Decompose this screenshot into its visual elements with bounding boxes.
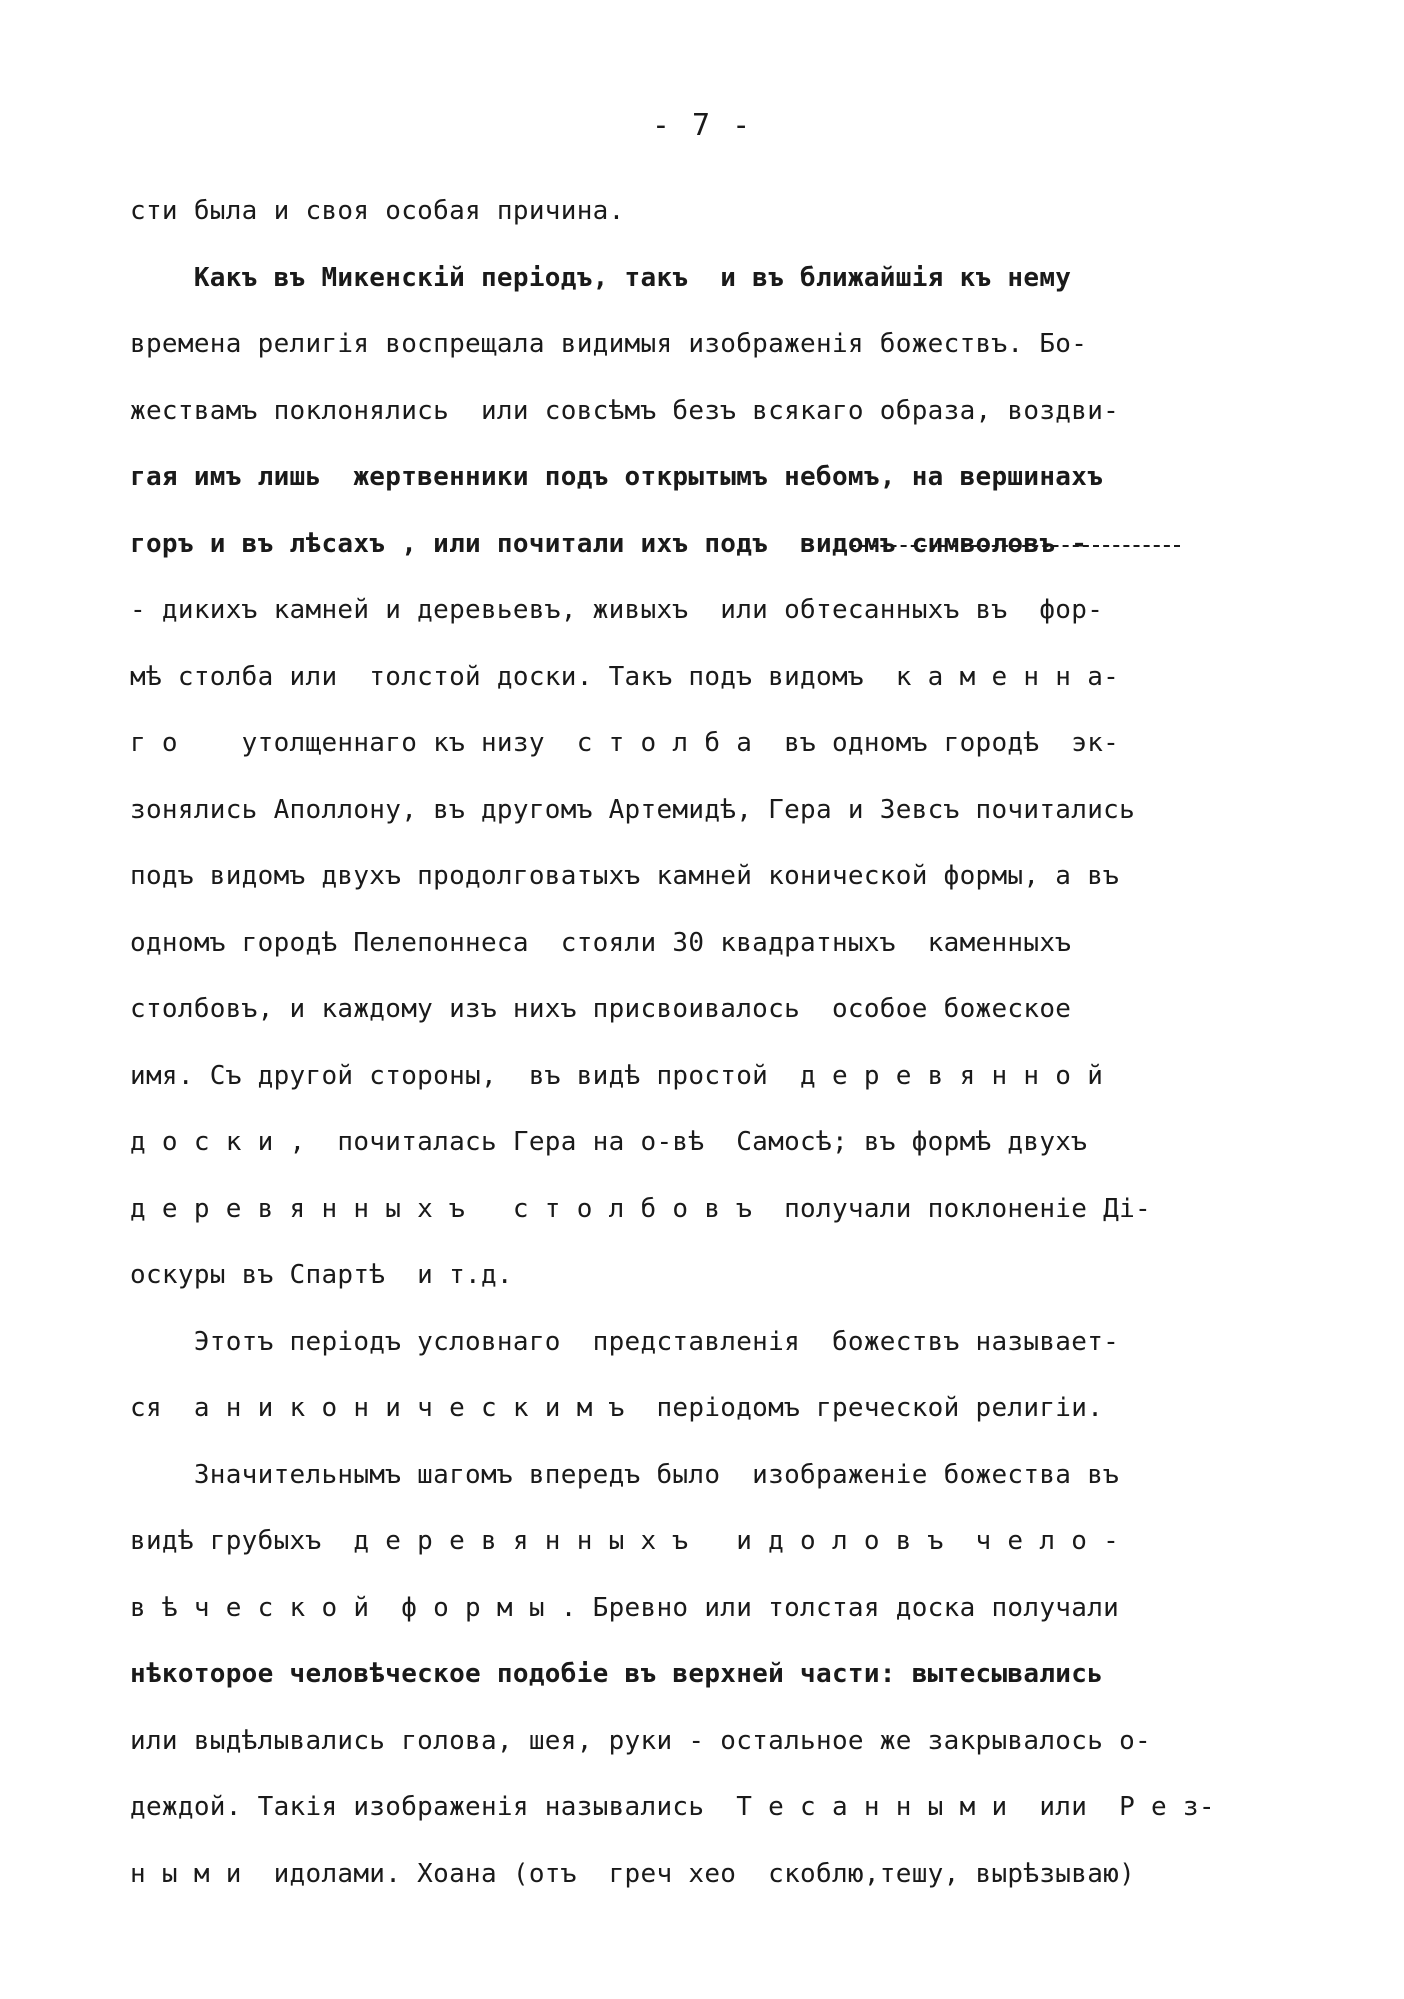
- text-line: гая имъ лишь жертвенники подъ открытымъ небомъ, на вершинахъ: [130, 462, 1104, 492]
- dashed-underline: [850, 545, 1180, 547]
- text-line: Значительнымъ шагомъ впередъ было изображеніе божества въ: [130, 1459, 1120, 1490]
- text-line: Какъ въ Микенскій періодъ, такъ и въ ближайшія къ нему: [130, 262, 1072, 293]
- text-line: горъ и въ лѣсахъ , или почитали ихъ подъ видомъ символовъ -: [130, 528, 1088, 559]
- text-line: сти была и своя особая причина.: [130, 196, 625, 226]
- page-number: - 7 -: [651, 108, 753, 143]
- text-line: д е р е в я н н ы х ъ с т о л б о в ъ получали поклоненіе Ді-: [130, 1193, 1152, 1224]
- text-line: Этотъ періодъ условнаго представленія божествъ называет-: [130, 1326, 1120, 1357]
- text-line: в ѣ ч е с к о й ф о р м ы . Бревно или толстая доска получали: [130, 1592, 1120, 1623]
- text-line: зонялись Аполлону, въ другомъ Артемидѣ, Гера и Зевсъ почитались: [130, 794, 1136, 825]
- text-line: жествамъ поклонялись или совсѣмъ безъ всякаго образа, воздви-: [130, 395, 1120, 426]
- text-line: времена религія воспрещала видимыя изображенія божествъ. Бо-: [130, 329, 1088, 359]
- body-text: [130, 178, 1290, 1907]
- text-line: г о утолщеннаго къ низу с т о л б а въ одномъ городѣ эк-: [130, 728, 1120, 758]
- text-line: подъ видомъ двухъ продолговатыхъ камней конической формы, а въ: [130, 861, 1120, 891]
- text-line: н ы м и идолами. Хоана (отъ греч хео скоблю,тешу, вырѣзываю): [130, 1858, 1136, 1889]
- text-line: видѣ грубыхъ д е р е в я н н ы х ъ и д о л о в ъ ч е л о -: [130, 1526, 1120, 1556]
- text-line: имя. Съ другой стороны, въ видѣ простой д е р е в я н н о й: [130, 1060, 1104, 1091]
- text-line: или выдѣлывались голова, шея, руки - остальное же закрывалось о-: [130, 1725, 1152, 1756]
- text-line: деждой. Такія изображенія назывались Т е с а н н ы м и или Р е з-: [130, 1792, 1215, 1822]
- text-line: одномъ городѣ Пелепоннеса стояли 30 квадратныхъ каменныхъ: [130, 927, 1072, 958]
- text-line: - дикихъ камней и деревьевъ, живыхъ или обтесанныхъ въ фор-: [130, 595, 1104, 625]
- text-line: столбовъ, и каждому изъ нихъ присвоивалось особое божеское: [130, 994, 1072, 1024]
- text-line: нѣкоторое человѣческое подобіе въ верхней части: вытесывались: [130, 1659, 1104, 1689]
- text-line: мѣ столба или толстой доски. Такъ подъ видомъ к а м е н н а-: [130, 661, 1120, 692]
- text-line: д о с к и , почиталась Гера на о-вѣ Самосѣ; въ формѣ двухъ: [130, 1127, 1088, 1157]
- text-line: оскуры въ Спартѣ и т.д.: [130, 1260, 513, 1290]
- text-line: ся а н и к о н и ч е с к и м ъ періодомъ греческой религіи.: [130, 1393, 1104, 1423]
